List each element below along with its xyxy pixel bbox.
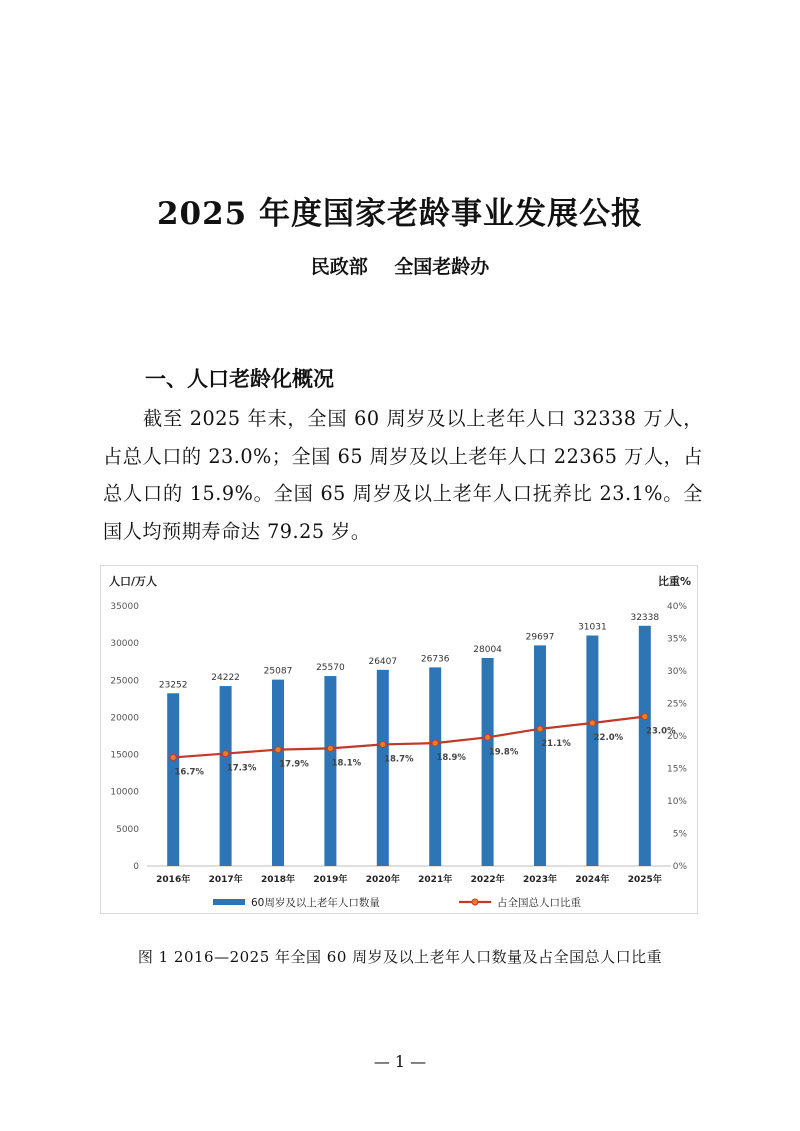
page-number: — 1 — [373, 1052, 427, 1071]
y2-tick-label: 15% [666, 764, 687, 775]
pct-point [642, 714, 648, 720]
pct-point [432, 740, 438, 746]
bar-value-label: 28004 [473, 644, 502, 655]
y2-tick-label: 25% [666, 699, 687, 710]
bar [167, 693, 179, 866]
pct-value-label: 18.7% [384, 754, 414, 765]
y-tick-label: 25000 [110, 676, 139, 687]
x-tick-label: 2023年 [522, 875, 558, 885]
y-tick-label: 15000 [110, 750, 139, 761]
bar-value-label: 24222 [211, 673, 240, 684]
bar [324, 676, 336, 866]
bar [220, 686, 232, 866]
bar [534, 645, 546, 866]
document-title: 2025 年度国家老龄事业发展公报 [156, 196, 644, 232]
pct-point [537, 726, 543, 732]
y-tick-label: 20000 [110, 713, 139, 724]
bar-value-label: 23252 [158, 680, 188, 691]
pct-value-label: 18.1% [331, 758, 362, 769]
x-tick-label: 2025年 [627, 875, 662, 885]
x-tick-label: 2024年 [575, 875, 610, 885]
y2-tick-label: 30% [666, 667, 687, 677]
bar-value-label: 32338 [630, 612, 660, 623]
bar [429, 667, 441, 866]
bar-value-label: 26407 [368, 656, 398, 667]
bar-value-label: 26736 [420, 654, 450, 665]
legend-bar-swatch [213, 899, 245, 905]
y2-tick-label: 5% [672, 829, 687, 840]
figure-caption: 图 1 2016—2025 年全国 60 周岁及以上老年人口数量及占全国总人口比重 [137, 948, 663, 966]
pct-value-label: 17.3% [226, 763, 257, 774]
y-axis-title: 人口/万人 [109, 575, 158, 588]
legend-line-marker [472, 899, 478, 905]
population-chart [101, 566, 697, 913]
pct-value-label: 18.9% [436, 753, 466, 764]
legend-bar-label: 60周岁及以上老年人口数量 [251, 897, 380, 909]
pct-point [170, 754, 176, 760]
pct-point [223, 751, 229, 757]
pct-point [589, 720, 595, 726]
y2-tick-label: 20% [666, 732, 687, 742]
y2-tick-label: 10% [666, 797, 687, 807]
pct-value-label: 22.0% [593, 733, 624, 743]
x-tick-label: 2019年 [313, 875, 348, 885]
bar [272, 680, 284, 866]
bar-value-label: 25087 [263, 666, 293, 677]
pct-value-label: 17.9% [279, 759, 309, 770]
chart-container [100, 565, 698, 914]
pct-value-label: 23.0% [646, 726, 676, 737]
bar [639, 626, 651, 866]
bar-value-label: 29697 [525, 632, 555, 643]
body-paragraph: 截至 2025 年末，全国 60 周岁及以上老年人口 32338 万人，占总人口的 23.0%；全国 65 周岁及以上老年人口 22365 万人，占总人口的 15.9%。全国 65 周岁及以上老年人口抚养比 23.1%。全国人均预期寿命达 79.25 岁。 [103, 407, 703, 543]
x-tick-label: 2017年 [208, 875, 243, 885]
x-tick-label: 2022年 [470, 875, 505, 885]
legend-line-label: 占全国总人口比重 [497, 897, 581, 909]
y2-tick-label: 35% [666, 634, 687, 645]
bar [482, 658, 494, 866]
y-tick-label: 0 [133, 862, 139, 872]
bar-value-label: 25570 [316, 663, 345, 674]
pct-value-label: 19.8% [488, 747, 519, 758]
x-tick-label: 2016年 [156, 875, 191, 885]
pct-value-label: 16.7% [174, 767, 204, 778]
pct-point [485, 734, 491, 740]
pct-point [275, 747, 281, 753]
bar-value-label: 31031 [578, 622, 607, 633]
pct-point [380, 741, 386, 747]
y-tick-label: 35000 [110, 602, 139, 612]
x-tick-label: 2021年 [418, 875, 453, 885]
x-tick-label: 2018年 [260, 875, 296, 885]
y2-tick-label: 0% [672, 862, 687, 872]
y2-tick-label: 40% [666, 602, 687, 612]
y-tick-label: 10000 [110, 787, 139, 798]
pct-value-label: 21.1% [541, 738, 571, 749]
legend [213, 896, 581, 909]
x-tick-label: 2020年 [365, 875, 400, 885]
y-tick-label: 30000 [110, 639, 139, 650]
bar [377, 670, 389, 866]
bar [586, 635, 598, 866]
y-tick-label: 5000 [116, 824, 139, 835]
document-authors: 民政部 全国老龄办 [310, 256, 490, 278]
pct-point [327, 745, 333, 751]
y2-axis-title: 比重% [657, 575, 691, 588]
pct-series-line [173, 717, 645, 758]
section-heading: 一、人口老龄化概况 [145, 367, 334, 391]
